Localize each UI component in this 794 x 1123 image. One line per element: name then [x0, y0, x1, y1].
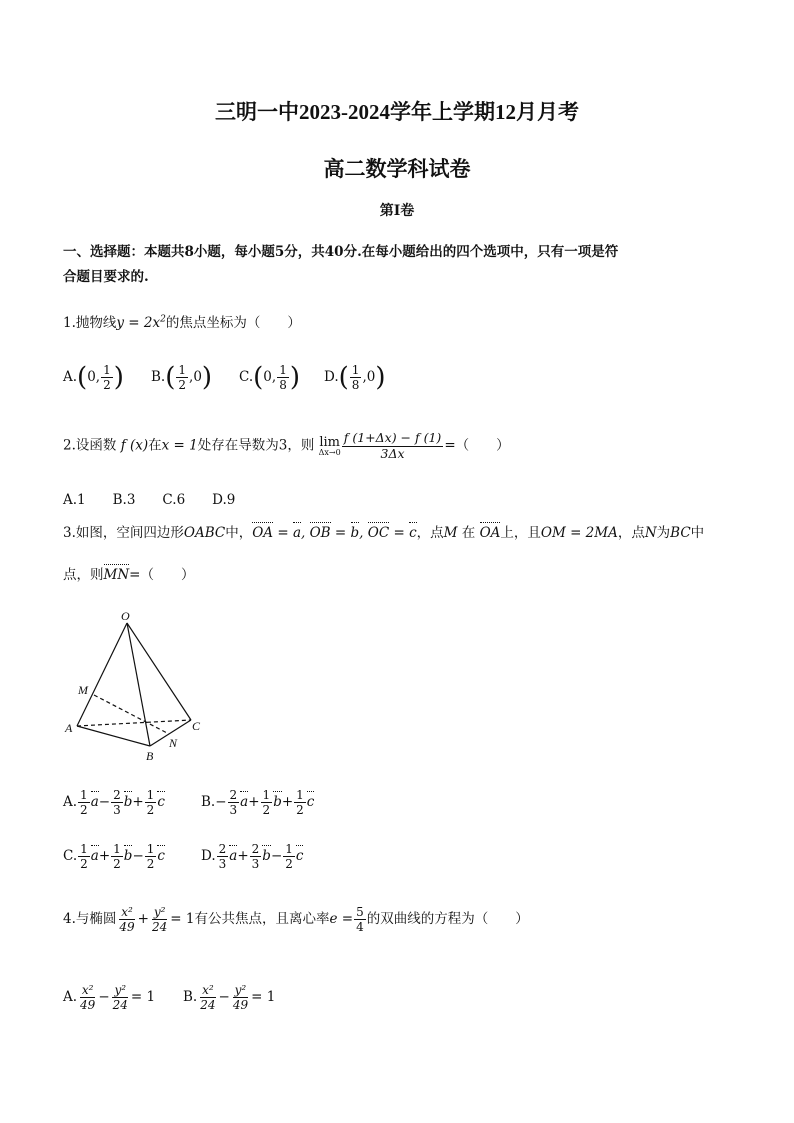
- q3-option-d: [201, 843, 303, 870]
- coord-value: 0: [87, 369, 96, 385]
- vector-symbol: c: [157, 848, 165, 864]
- vector-symbol: b: [123, 794, 133, 810]
- label-o: O: [121, 609, 130, 623]
- q3-equation: OM = 2MA: [540, 525, 618, 541]
- vector-symbol: c: [306, 794, 315, 810]
- fraction: $\frac{1}{2}$: [146, 788, 155, 817]
- fraction: $\frac{5}{4}$: [356, 905, 364, 934]
- option-label: D.: [201, 848, 216, 864]
- q2-point: x = 1: [161, 437, 198, 454]
- q3-option-a: [63, 789, 165, 816]
- q1-prefix: 1.抛物线: [63, 315, 117, 331]
- fraction: $\frac{2}{3}$: [218, 842, 227, 871]
- q3-vec-oa: OA: [479, 525, 501, 541]
- q4-mid: 有公共焦点，且离心率: [194, 911, 330, 927]
- vector-symbol: a: [90, 794, 99, 810]
- exam-title: 三明一中2023-2024学年上学期12月月考: [215, 100, 579, 124]
- term-sign: +: [98, 848, 111, 864]
- q1-option-d: D.( $\frac{1}{8}$ ,0): [324, 362, 386, 393]
- q3-mid: 中，: [225, 525, 253, 541]
- label-b: B: [146, 749, 154, 763]
- fraction: $\frac{\text{x²}}{24}$: [200, 983, 216, 1012]
- term-sign: +: [248, 794, 260, 810]
- q2-mid1: 在: [148, 437, 162, 454]
- fraction: $\frac{\text{y²}}{49}$: [232, 983, 249, 1012]
- q3-line2-suffix: =（ ）: [129, 567, 195, 583]
- q3-prefix: 3.如图，空间四边形: [63, 525, 184, 541]
- option-label: C.: [239, 369, 254, 385]
- q1-option-c: C.(0, $\frac{1}{8}$ ): [239, 362, 300, 393]
- option-label: C.: [63, 848, 78, 864]
- q4-option-b: B. $\frac{\text{x²}}{24}$ − $\frac{\text{y²}}{49}$ = 1: [183, 983, 276, 1012]
- q2-mid2: 处存在导数为3，则: [197, 437, 315, 454]
- option-label: B.: [183, 989, 198, 1005]
- option-label: A.: [63, 794, 78, 810]
- fraction: $\frac{1}{2}$: [285, 842, 293, 871]
- fraction: $\frac{1}{2}$: [113, 842, 121, 871]
- q3-n-on: 为: [656, 525, 671, 541]
- q3-vectors: OA = a, OB = b, OC = c: [252, 525, 417, 541]
- fraction: $\frac{\text{x²}}{49}$: [119, 905, 135, 934]
- fraction: $\frac{1}{2}$: [80, 788, 88, 817]
- vector-symbol: b: [123, 848, 133, 864]
- q2-prefix: 2.设函数: [63, 437, 117, 454]
- part-heading: 第I卷: [379, 203, 415, 219]
- fraction: $\frac{\text{y²}}{24}$: [112, 983, 128, 1012]
- vector-symbol: b: [273, 794, 282, 810]
- section-instructions-line1: 一、选择题：本题共8小题，每小题5分，共40分.在每小题给出的四个选项中，只有一项是符: [63, 244, 619, 260]
- q2-options: A.1 B.3 C.6 D.9: [63, 492, 236, 508]
- fraction: $\frac{1}{8}$: [279, 363, 287, 392]
- q2-fraction: $\frac{f (1+\Delta x) - f (1)}{3\Delta x}$: [343, 430, 442, 461]
- vector-symbol: c: [295, 848, 304, 864]
- vector-symbol: c: [157, 794, 165, 810]
- q3-on: 在: [461, 525, 476, 541]
- question-2: [63, 432, 510, 460]
- q4-option-a: A. $\frac{\text{x²}}{49}$ − $\frac{\text{y²}}{24}$ = 1: [63, 983, 156, 1012]
- q4-e: e =: [329, 911, 354, 927]
- label-c: C: [192, 719, 201, 733]
- term-sign: +: [132, 794, 144, 810]
- term-sign: −: [270, 848, 283, 864]
- option-label: A.: [63, 989, 78, 1005]
- q1-option-b: B.( $\frac{1}{2}$ ,0): [151, 362, 213, 393]
- option-label: B.: [151, 369, 166, 385]
- vector-symbol: a: [240, 794, 249, 810]
- label-a: A: [65, 721, 73, 735]
- question-1: [63, 311, 301, 331]
- q3-option-c: [63, 843, 165, 870]
- q2-function: f (x): [120, 437, 149, 454]
- q1-equation: $y = 2x^2$: [116, 314, 166, 331]
- q1-suffix: 的焦点坐标为（ ）: [165, 315, 301, 331]
- q3-cond: ，点: [416, 525, 444, 541]
- label-n: N: [169, 736, 178, 750]
- q3-quad: OABC: [183, 525, 226, 541]
- q3-option-b: [201, 789, 314, 816]
- coord-value: 0: [366, 369, 376, 385]
- vector-symbol: a: [229, 848, 238, 864]
- fraction: $\frac{1}{8}$: [351, 363, 360, 392]
- term-sign: +: [281, 794, 294, 810]
- vector-symbol: b: [262, 848, 271, 864]
- question-3-line1: [63, 521, 704, 541]
- option-label: B.: [201, 794, 216, 810]
- fraction: $\frac{2}{3}$: [113, 788, 121, 817]
- q3-on2: 上，且: [500, 525, 541, 541]
- option-label: D.: [324, 369, 339, 385]
- fraction: $\frac{1}{2}$: [178, 363, 187, 392]
- question-4: 4.与椭圆 $\frac{\text{x²}}{49}$ + $\frac{\text{y²}}{24}$ = 1有公共焦点，且离心率e = $\frac{5}{4}$ 的双曲线的方程为（ ）: [63, 905, 529, 934]
- option-label: A.: [63, 369, 78, 385]
- term-sign: −: [132, 848, 144, 864]
- coord-value: 0: [263, 369, 272, 385]
- fraction: $\frac{1}{2}$: [80, 842, 88, 871]
- term-sign: −: [98, 794, 111, 810]
- term-sign: −: [215, 794, 227, 810]
- term-sign: +: [237, 848, 249, 864]
- tetrahedron-figure: [55, 608, 215, 768]
- fraction: $\frac{2}{3}$: [251, 842, 260, 871]
- q4-prefix: 4.与椭圆: [63, 911, 117, 927]
- q3-mid-char: 中: [690, 525, 705, 541]
- fraction: $\frac{\text{y²}}{24}$: [151, 905, 168, 934]
- q3-point-m: M: [443, 525, 458, 541]
- q3-point-n-text: ，点: [617, 525, 645, 541]
- q3-point-n: N: [644, 525, 657, 541]
- limit-operator: lim Δx→0: [318, 434, 341, 457]
- section-instructions-line2: 合题目要求的.: [63, 269, 149, 285]
- q3-bc: BC: [670, 525, 691, 541]
- q1-option-a: A.(0, $\frac{1}{2}$ ): [63, 362, 124, 393]
- fraction: $\frac{1}{2}$: [262, 788, 271, 817]
- fraction: $\frac{2}{3}$: [229, 788, 238, 817]
- vector-symbol: a: [90, 848, 99, 864]
- fraction: $\frac{\text{x²}}{49}$: [80, 983, 96, 1012]
- fraction: $\frac{1}{2}$: [296, 788, 304, 817]
- fraction: $\frac{1}{2}$: [103, 363, 111, 392]
- q3-vec-mn: MN: [103, 567, 130, 583]
- coord-value: 0: [193, 369, 202, 385]
- q4-suffix: 的双曲线的方程为（ ）: [366, 911, 529, 927]
- exam-subtitle: 高二数学科试卷: [323, 157, 471, 181]
- label-m: M: [78, 683, 88, 697]
- question-3-line2: [63, 563, 194, 583]
- q2-suffix: =（ ）: [444, 437, 510, 454]
- q3-line2: 点，则: [63, 567, 104, 583]
- fraction: $\frac{1}{2}$: [146, 842, 155, 871]
